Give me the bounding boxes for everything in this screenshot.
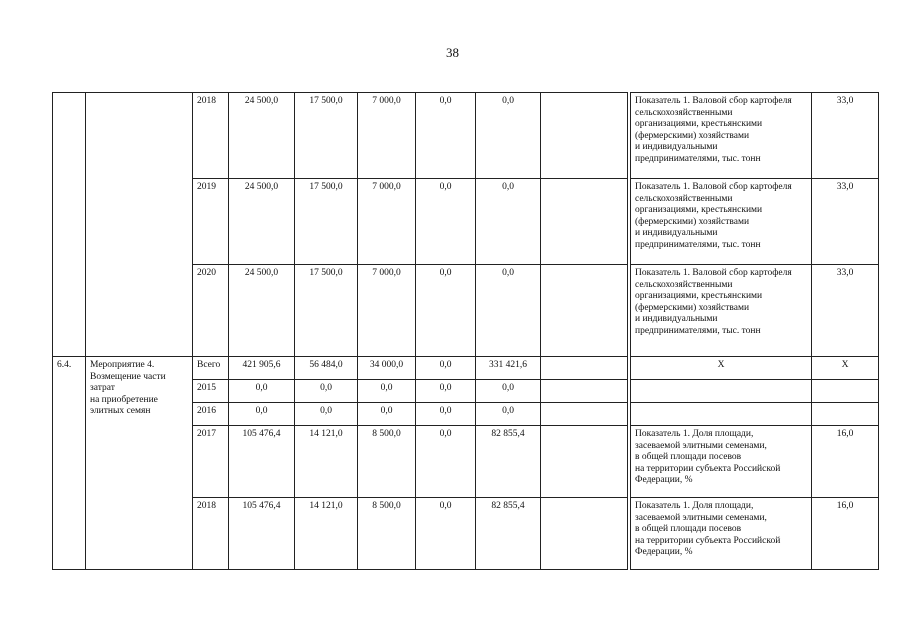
other-cell: 331 421,6 bbox=[476, 357, 541, 380]
total-cell: 421 905,6 bbox=[229, 357, 295, 380]
item-name-line: затрат bbox=[90, 383, 115, 393]
total-cell: 105 476,4 bbox=[229, 426, 295, 498]
indicator-cell bbox=[631, 93, 812, 179]
item-number-cell bbox=[53, 93, 86, 179]
item-name-line: элитных семян bbox=[90, 406, 151, 416]
table-row bbox=[53, 179, 879, 265]
indicator-value-cell: 33,0 bbox=[812, 93, 879, 179]
federal-cell: 14 121,0 bbox=[295, 498, 358, 570]
item-name-line: на приобретение bbox=[90, 394, 158, 405]
indicator-cell bbox=[631, 357, 812, 380]
other-cell: 82 855,4 bbox=[476, 498, 541, 570]
regional-cell: 34 000,0 bbox=[358, 357, 416, 380]
budget-table bbox=[52, 92, 879, 570]
regional-cell: 8 500,0 bbox=[358, 426, 416, 498]
empty-cell bbox=[541, 426, 628, 498]
indicator-cell bbox=[631, 403, 812, 426]
regional-cell: 7 000,0 bbox=[358, 265, 416, 357]
year-cell: 2015 bbox=[193, 380, 229, 403]
indicator-line: сельскохозяйственными bbox=[635, 279, 733, 290]
federal-cell: 17 500,0 bbox=[295, 179, 358, 265]
indicator-line: (фермерскими) хозяйствами bbox=[635, 302, 750, 313]
indicator-cell bbox=[631, 265, 812, 357]
other-cell: 0,0 bbox=[476, 179, 541, 265]
indicator-line: предпринимателями, тыс. тонн bbox=[635, 153, 761, 164]
indicator-line: и индивидуальными bbox=[635, 314, 718, 324]
local-cell: 0,0 bbox=[416, 403, 476, 426]
indicator-value-cell: X bbox=[812, 357, 879, 380]
indicator-line: в общей площади посевов bbox=[635, 452, 742, 462]
local-cell: 0,0 bbox=[416, 380, 476, 403]
regional-cell: 7 000,0 bbox=[358, 179, 416, 265]
year-cell: 2020 bbox=[193, 265, 229, 357]
regional-cell: 0,0 bbox=[358, 380, 416, 403]
other-cell: 0,0 bbox=[476, 403, 541, 426]
indicator-line: (фермерскими) хозяйствами bbox=[635, 130, 750, 141]
indicator-value-cell bbox=[812, 403, 879, 426]
indicator-value-cell: 16,0 bbox=[812, 426, 879, 498]
table-row bbox=[53, 93, 879, 179]
regional-cell: 0,0 bbox=[358, 403, 416, 426]
federal-cell: 0,0 bbox=[295, 380, 358, 403]
empty-cell bbox=[541, 179, 628, 265]
indicator-line: засеваемой элитными семенами, bbox=[635, 440, 767, 451]
indicator-line: в общей площади посевов bbox=[635, 524, 742, 534]
item-name-cell bbox=[86, 357, 193, 570]
year-cell: 2016 bbox=[193, 403, 229, 426]
indicator-value-cell: 16,0 bbox=[812, 498, 879, 570]
empty-cell bbox=[541, 403, 628, 426]
item-number-cell bbox=[53, 179, 86, 265]
item-name-line: Мероприятие 4. bbox=[90, 360, 155, 370]
local-cell: 0,0 bbox=[416, 265, 476, 357]
indicator-value-cell: 33,0 bbox=[812, 179, 879, 265]
indicator-cell bbox=[631, 380, 812, 403]
indicator-line: организациями, крестьянскими bbox=[635, 291, 763, 301]
page-number: 38 bbox=[446, 45, 459, 60]
year-cell: Всего bbox=[193, 357, 229, 380]
indicator-line: Показатель 1. Валовой сбор картофеля bbox=[635, 268, 792, 278]
other-cell: 82 855,4 bbox=[476, 426, 541, 498]
local-cell: 0,0 bbox=[416, 179, 476, 265]
local-cell: 0,0 bbox=[416, 498, 476, 570]
table-row bbox=[53, 265, 879, 357]
indicator-line: и индивидуальными bbox=[635, 142, 718, 152]
indicator-value-cell: 33,0 bbox=[812, 265, 879, 357]
indicator-line: X bbox=[717, 360, 725, 370]
local-cell: 0,0 bbox=[416, 426, 476, 498]
year-cell: 2017 bbox=[193, 426, 229, 498]
item-name-line: Возмещение части bbox=[90, 371, 166, 382]
indicator-line: Показатель 1. Доля площади, bbox=[635, 501, 754, 511]
federal-cell: 0,0 bbox=[295, 403, 358, 426]
indicator-line: сельскохозяйственными bbox=[635, 107, 733, 118]
indicator-line: и индивидуальными bbox=[635, 228, 718, 238]
item-name-cell bbox=[86, 93, 193, 179]
indicator-line: на территории субъекта Российской bbox=[635, 463, 781, 474]
local-cell: 0,0 bbox=[416, 357, 476, 380]
other-cell: 0,0 bbox=[476, 380, 541, 403]
empty-cell bbox=[541, 265, 628, 357]
indicator-line: (фермерскими) хозяйствами bbox=[635, 216, 750, 227]
item-name-cell bbox=[86, 265, 193, 357]
indicator-line: Федерации, % bbox=[635, 475, 693, 485]
other-cell: 0,0 bbox=[476, 93, 541, 179]
year-cell: 2019 bbox=[193, 179, 229, 265]
total-cell: 105 476,4 bbox=[229, 498, 295, 570]
table-row bbox=[53, 357, 879, 380]
indicator-cell bbox=[631, 426, 812, 498]
regional-cell: 8 500,0 bbox=[358, 498, 416, 570]
total-cell: 0,0 bbox=[229, 403, 295, 426]
item-name-cell bbox=[86, 179, 193, 265]
item-number-cell: 6.4. bbox=[53, 357, 86, 570]
indicator-line: организациями, крестьянскими bbox=[635, 205, 763, 215]
indicator-line: предпринимателями, тыс. тонн bbox=[635, 239, 761, 250]
item-number-cell bbox=[53, 265, 86, 357]
indicator-line: сельскохозяйственными bbox=[635, 193, 733, 204]
total-cell: 24 500,0 bbox=[229, 265, 295, 357]
empty-cell bbox=[541, 357, 628, 380]
total-cell: 24 500,0 bbox=[229, 93, 295, 179]
indicator-line: предпринимателями, тыс. тонн bbox=[635, 325, 761, 336]
indicator-line: Федерации, % bbox=[635, 547, 693, 557]
indicator-cell bbox=[631, 179, 812, 265]
empty-cell bbox=[541, 498, 628, 570]
federal-cell: 17 500,0 bbox=[295, 93, 358, 179]
regional-cell: 7 000,0 bbox=[358, 93, 416, 179]
indicator-value-cell bbox=[812, 380, 879, 403]
federal-cell: 14 121,0 bbox=[295, 426, 358, 498]
federal-cell: 56 484,0 bbox=[295, 357, 358, 380]
year-cell: 2018 bbox=[193, 93, 229, 179]
indicator-line: Показатель 1. Доля площади, bbox=[635, 429, 754, 439]
indicator-line: Показатель 1. Валовой сбор картофеля bbox=[635, 182, 792, 192]
indicator-line: на территории субъекта Российской bbox=[635, 535, 781, 546]
indicator-cell bbox=[631, 498, 812, 570]
indicator-line: организациями, крестьянскими bbox=[635, 119, 763, 129]
local-cell: 0,0 bbox=[416, 93, 476, 179]
empty-cell bbox=[541, 380, 628, 403]
year-cell: 2018 bbox=[193, 498, 229, 570]
total-cell: 0,0 bbox=[229, 380, 295, 403]
empty-cell bbox=[541, 93, 628, 179]
federal-cell: 17 500,0 bbox=[295, 265, 358, 357]
total-cell: 24 500,0 bbox=[229, 179, 295, 265]
indicator-line: Показатель 1. Валовой сбор картофеля bbox=[635, 96, 792, 106]
other-cell: 0,0 bbox=[476, 265, 541, 357]
indicator-line: засеваемой элитными семенами, bbox=[635, 512, 767, 523]
